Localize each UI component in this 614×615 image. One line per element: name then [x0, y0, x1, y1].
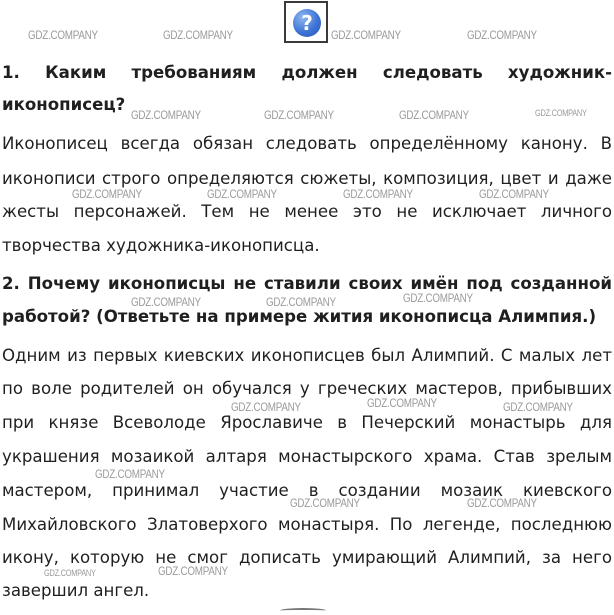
watermark: GDZ.COMPANY — [28, 28, 98, 42]
question-1-title: 1. Каким требованиям должен следовать художник- — [2, 63, 612, 82]
watermark: GDZ.COMPANY — [158, 564, 228, 578]
watermark: GDZ.COMPANY — [467, 496, 537, 510]
watermark: GDZ.COMPANY — [479, 187, 549, 201]
watermark: GDZ.COMPANY — [503, 400, 573, 414]
answer-2-line: при князе Всеволоде Ярославиче в Печерский монастырь для — [2, 413, 612, 432]
watermark: GDZ.COMPANY — [399, 108, 469, 122]
page-mark — [280, 608, 326, 613]
help-button[interactable] — [284, 1, 328, 43]
question-2-title: 2. Почему иконописцы не ставили своих имён под созданной — [2, 274, 612, 293]
answer-2-line: по воле родителей он обучался у греческих мастеров, прибывших — [2, 379, 612, 398]
answer-1-line: иконописи строго определяются сюжеты, композиция, цвет и даже — [2, 169, 612, 188]
answer-2-line: Одним из первых киевских иконописцев был Алимпий. С малых лет — [2, 346, 612, 365]
question-mark-icon: ? — [293, 9, 321, 37]
watermark: GDZ.COMPANY — [95, 467, 165, 481]
watermark: GDZ.COMPANY — [207, 187, 277, 201]
answer-1-line: жесты персонажей. Тем не менее это не исключает личного — [2, 202, 612, 221]
watermark: GDZ.COMPANY — [343, 187, 413, 201]
answer-2-line: украшения мозаикой алтаря монастырского храма. Став зрелым — [2, 447, 612, 466]
watermark: GDZ.COMPANY — [72, 187, 142, 201]
watermark: GDZ.COMPANY — [131, 295, 201, 309]
watermark: GDZ.COMPANY — [163, 28, 233, 42]
watermark: GDZ.COMPANY — [266, 295, 336, 309]
answer-2-line: Михайловского Златоверхого монастыря. По легенде, последнюю — [2, 515, 612, 534]
watermark: GDZ.COMPANY — [231, 400, 301, 414]
answer-2-line: икону, которую не смог дописать умирающий Алимпий, за него — [2, 548, 612, 567]
watermark: GDZ.COMPANY — [44, 568, 96, 578]
answer-2-line: завершил ангел. — [2, 581, 150, 600]
watermark: GDZ.COMPANY — [131, 108, 201, 122]
answer-2-line: мастером, принимал участие в создании мозаик киевского — [2, 481, 612, 500]
question-2-title-cont: работой? (Ответьте на примере жития иконописца Алимпия.) — [2, 307, 597, 326]
answer-1-line: Иконописец всегда обязан следовать определённому канону. В — [2, 134, 612, 153]
watermark: GDZ.COMPANY — [403, 291, 473, 305]
watermark: GDZ.COMPANY — [367, 396, 437, 410]
question-1-title-cont: иконописец? — [2, 95, 126, 114]
watermark: GDZ.COMPANY — [467, 28, 537, 42]
answer-1-line: творчества художника-иконописца. — [2, 236, 320, 255]
watermark: GDZ.COMPANY — [331, 28, 401, 42]
watermark: GDZ.COMPANY — [290, 496, 360, 510]
watermark: GDZ.COMPANY — [535, 108, 587, 118]
watermark: GDZ.COMPANY — [264, 108, 334, 122]
